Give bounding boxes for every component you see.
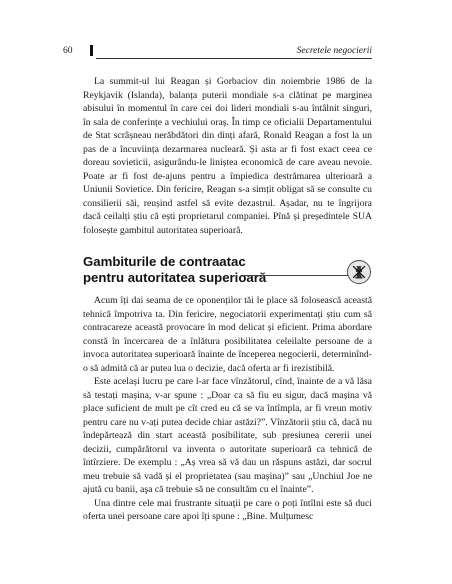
header-rule (96, 58, 372, 59)
header-marker-bar (90, 45, 93, 56)
page-number: 60 (63, 46, 73, 56)
section-text-block (83, 294, 372, 524)
heading-rule (241, 275, 348, 276)
section-heading (83, 254, 323, 286)
chess-pieces-icon (346, 259, 372, 285)
body-paragraph: Este același lucru pe care l-ar face vînzătorul, cînd, înainte de a vă lăsa să testați mașina, v-ar spune : „Doar ca să fiu eu sigur, dacă mașina vă place suficient de mult pe cît cred eu că se va întîmpla, ar fi vreun motiv pentru care nu v-ați putea decide chiar astăzi?”. Vînzătorii știu că, dacă nu îndepărtează din start această posibilitate, sub presiunea cererii unei decizii, cumpărătorul va inventa o autoritate superioară ca tehnică de întîrziere. De exemplu : „Aș vrea să vă dau un răspuns astăzi, dar socrul meu trebuie să vadă și el proprietatea (sau mașina)” sau „Unchiul Joe ne ajută cu banii, aşa că trebuie să ne consultăm cu el înainte”. (83, 376, 372, 495)
section-heading-line-2: pentru autoritatea superioară (83, 270, 267, 285)
body-paragraph: La summit-ul lui Reagan și Gorbaciov din noiembrie 1986 de la Reykjavik (Islanda), balanța puterii mondiale s-a clătinat pe marginea abisului în momentul în care cei doi lideri mondiali s-au întâlnit singuri, în sala de conferințe a vechiului oraș. În timp ce oficialii Departamentului de Stat scrâșneau nerăbdători din dinți afară, Ronald Reagan a fost la un pas de a încuviința dezarmarea nucleară. Și asta ar fi fost exact ceea ce doreau sovieticii, asigurându-le liniștea economică de care aveau nevoie. Poate ar fi fost de-ajuns pentru a împiedica destrămarea ulterioară a Uniunii Sovietice. Din fericire, Reagan s-a simțit obligat să se consulte cu consilierii săi, reușind astfel să evite dezastrul. Așadar, nu te îngrijora dacă ceilalți știu că ești proprietarul companiei. Pînă și președintele SUA folosește gambitul autoritatea superioară. (83, 76, 372, 236)
running-title: Secretele negocierii (296, 46, 372, 56)
intro-text-block (83, 75, 372, 237)
page-header (63, 45, 372, 59)
body-paragraph: Una dintre cele mai frustrante situații pe care o poți întîlni este să duci oferta unei persoane care apoi îți spune : „Bine. Mulțumesc (83, 497, 372, 522)
body-paragraph: Acum îți dai seama de ce oponenților tăi le place să folosească această tehnică împotriva ta. Din fericire, negociatorii experimentați știu cum să contracareze această provocare în mod delicat și eficient. Prima abordare constă în încercarea de a înlătura posibilitatea celeilalte persoane de a invoca autoritatea superioară înainte de începerea negocierii, determinînd-o să admită că ar putea lua o decizie, dacă oferta ar fi irezistibilă. (83, 295, 372, 374)
section-heading-line-1: Gambiturile de contraatac (83, 254, 246, 269)
